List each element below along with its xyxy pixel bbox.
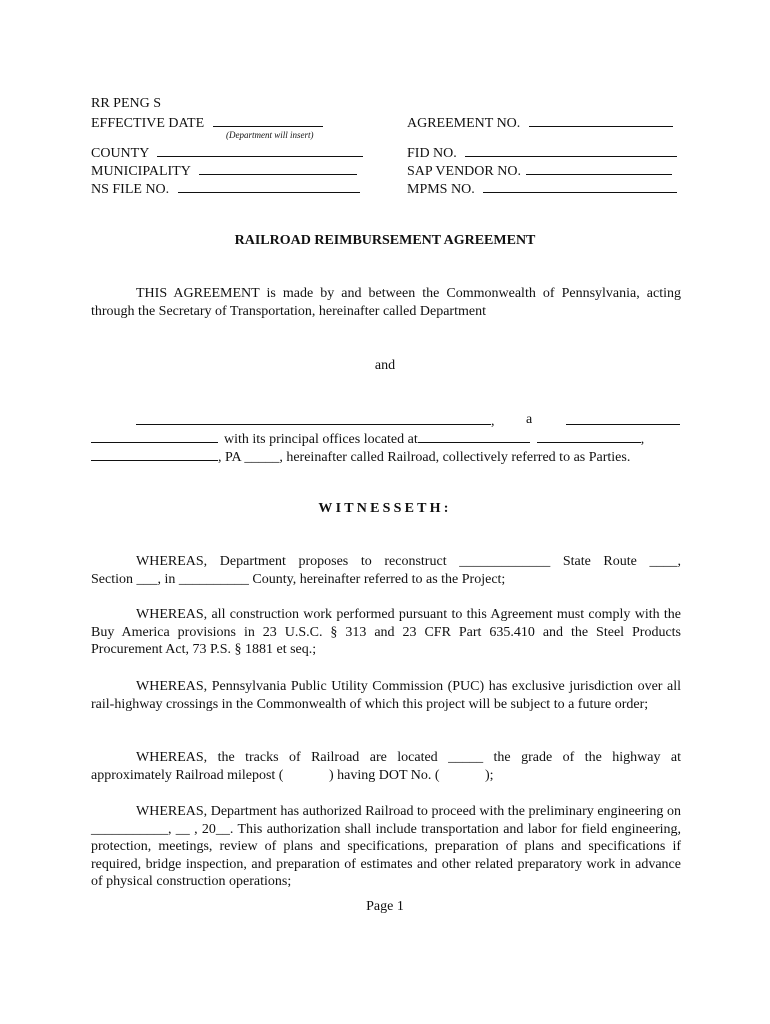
party-type-field[interactable] — [566, 411, 680, 425]
agreement-no-label: AGREEMENT NO. — [407, 116, 521, 131]
agreement-no-field[interactable] — [529, 113, 673, 127]
party-line-2 — [91, 429, 681, 448]
office-address-field[interactable] — [418, 429, 530, 443]
municipality-field[interactable] — [199, 161, 357, 175]
rr-code: RR PENG S — [91, 96, 162, 111]
county-field[interactable] — [157, 143, 363, 157]
witnesseth-heading: WITNESSETH: — [318, 501, 452, 516]
fid-field[interactable] — [465, 143, 677, 157]
mpms-row — [407, 179, 677, 198]
municipality-row — [91, 161, 357, 180]
page-number: Page 1 — [366, 899, 404, 914]
sap-vendor-row — [407, 161, 672, 180]
party-comma: , — [491, 414, 495, 429]
party-comma-end: , — [640, 432, 645, 447]
sap-vendor-field[interactable] — [526, 161, 672, 175]
whereas-1-line-b: Section ___, in __________ County, hereinafter referred to as the Project; — [91, 571, 506, 587]
sap-vendor-label: SAP VENDOR NO. — [407, 164, 521, 179]
whereas-3: WHEREAS, Pennsylvania Public Utility Commission (PUC) has exclusive jurisdiction over all rail-highway crossings in the Commonwealth of which this project will be subject to a future order; — [91, 679, 681, 712]
mpms-field[interactable] — [483, 179, 677, 193]
ns-file-row — [91, 179, 360, 198]
party-line-1 — [136, 411, 495, 430]
effective-date-label: EFFECTIVE DATE — [91, 116, 205, 131]
ns-file-field[interactable] — [178, 179, 360, 193]
county-row — [91, 143, 363, 162]
office-city-field[interactable] — [537, 429, 641, 443]
whereas-4-line-b: approximately Railroad milepost ( ) having DOT No. ( ); — [91, 767, 494, 783]
party-a-word: a — [526, 412, 533, 427]
mpms-label: MPMS NO. — [407, 182, 475, 197]
offices-text: with its principal offices located at — [224, 432, 418, 447]
whereas-2: WHEREAS, all construction work performed pursuant to this Agreement must comply with the Buy America provisions in 23 U.S.C. § 313 and 23 CFR Part 635.410 and the Steel Products Procurement Act, 73 P.S. § 1881 et seq.; — [91, 607, 681, 657]
party-line-3 — [91, 447, 630, 466]
document-title: RAILROAD REIMBURSEMENT AGREEMENT — [234, 233, 536, 248]
whereas-5: WHEREAS, Department has authorized Railroad to proceed with the preliminary engineering on ___________, __ , 20__. This authorization shall include transportation and labor for field engineering, protection, meetings, review of plans and specifications, preparation of plans and specifications if required, bridge inspection, and preparation of estimates and other related preparatory work in advance of physical construction operations; — [91, 804, 681, 889]
party-name-field[interactable] — [136, 411, 491, 425]
agreement-no-row — [407, 113, 673, 132]
county-label: COUNTY — [91, 146, 149, 161]
pa-text: , PA _____, hereinafter called Railroad, collectively referred to as Parties. — [218, 450, 631, 465]
effective-date-field[interactable] — [213, 113, 323, 127]
and-word: and — [374, 358, 396, 373]
whereas-4-line-a: WHEREAS, the tracks of Railroad are located _____ the grade of the highway at — [136, 750, 681, 765]
intro-paragraph: THIS AGREEMENT is made by and between the Commonwealth of Pennsylvania, acting through the Secretary of Transportation, hereinafter called Department — [91, 286, 681, 319]
department-note: (Department will insert) — [226, 130, 314, 140]
party-city-field[interactable] — [91, 447, 218, 461]
party-line-1-right — [566, 411, 680, 430]
fid-row — [407, 143, 677, 162]
party-type-field-2[interactable] — [91, 429, 218, 443]
whereas-1-line-a: WHEREAS, Department proposes to reconstruct _____________ State Route ____, — [136, 554, 681, 569]
fid-label: FID NO. — [407, 146, 457, 161]
municipality-label: MUNICIPALITY — [91, 164, 191, 179]
ns-file-label: NS FILE NO. — [91, 182, 170, 197]
